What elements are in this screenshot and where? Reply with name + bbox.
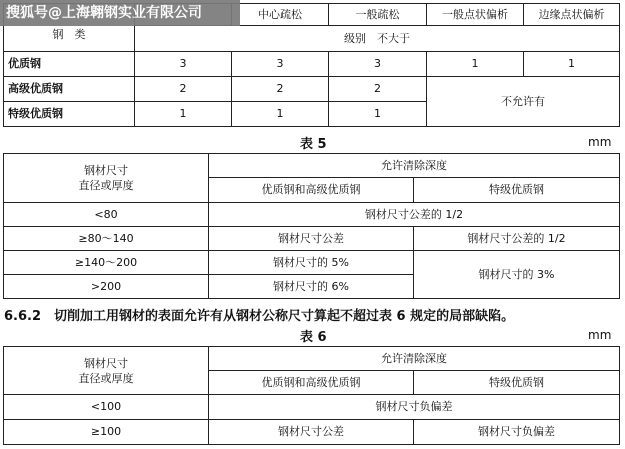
table6-size-cell: ≥100 [4,420,209,445]
table6-size-cell: <100 [4,395,209,420]
table5-quality-cell: 钢材尺寸的 5% [209,251,414,275]
table6-depth-header: 允许清除深度 [209,347,620,371]
table4-row-label: 高级优质钢 [4,77,135,102]
table5-col-special: 特级优质钢 [414,178,620,203]
table6-size-header-line2: 直径或厚度 [78,371,134,385]
table4-corner-label: 钢 类 [52,27,86,41]
table4-merged-note: 不允许有 [427,77,620,127]
table6-size-header [4,347,209,395]
table5-special-merged: 钢材尺寸的 3% [414,251,620,299]
table5-size-cell: <80 [4,203,209,227]
table5-size-cell: >200 [4,275,209,299]
table4-cell: 3 [232,52,329,77]
table4-cell: 1 [135,102,232,127]
watermark-banner: 搜狐号@上海翱钢实业有限公司 [0,0,240,26]
table4-cell: 1 [232,102,329,127]
table4-subheader: 级别 不大于 [135,26,620,52]
table6-merged-cell: 钢材尺寸负偏差 [209,395,620,420]
table5-size-header [4,154,209,203]
table4-header-col-4: 边缘点状偏析 [524,4,620,26]
table5-unit: mm [588,135,612,149]
table5-size-cell: ≥140～200 [4,251,209,275]
table5-size-header-line2: 直径或厚度 [78,179,134,192]
table4-cell: 2 [135,77,232,102]
table5-size-header-line1: 钢材尺寸 [84,164,128,177]
table-5 [3,153,620,299]
table6-special-cell: 钢材尺寸负偏差 [414,420,620,445]
table-6 [3,346,620,445]
table5-col-quality: 优质钢和高级优质钢 [209,178,414,203]
table6-caption: 表 6 [300,330,327,345]
table4-row-label: 优质钢 [4,52,135,77]
table4-header-col-1: 中心疏松 [232,4,329,26]
table4-header-col-2: 一般疏松 [329,4,427,26]
table5-quality-cell: 钢材尺寸的 6% [209,275,414,299]
table6-unit: mm [588,328,612,342]
table4-cell: 2 [232,77,329,102]
table5-size-cell: ≥80～140 [4,227,209,251]
table5-special-cell: 钢材尺寸公差的 1/2 [414,227,620,251]
table6-quality-cell: 钢材尺寸公差 [209,420,414,445]
table6-col-quality: 优质钢和高级优质钢 [209,371,414,395]
table4-cell: 3 [329,52,427,77]
table5-quality-cell: 钢材尺寸公差 [209,227,414,251]
table5-depth-header: 允许清除深度 [209,154,620,178]
table6-col-special: 特级优质钢 [414,371,620,395]
table6-size-header-line1: 钢材尺寸 [84,356,128,370]
table4-header-col-3: 一般点状偏析 [427,4,524,26]
table4-row-label: 特级优质钢 [4,102,135,127]
clause-6-6-2: 6.6.2 切削加工用钢材的表面允许有从钢材公称尺寸算起不超过表 6 规定的局部缺陷。 [4,309,515,324]
table4-cell: 2 [329,77,427,102]
table5-merged-cell: 钢材尺寸公差的 1/2 [209,203,620,227]
table5-caption: 表 5 [300,137,327,152]
table4-cell: 3 [135,52,232,77]
table4-cell: 1 [329,102,427,127]
table4-cell: 1 [524,52,620,77]
table4-cell: 1 [427,52,524,77]
